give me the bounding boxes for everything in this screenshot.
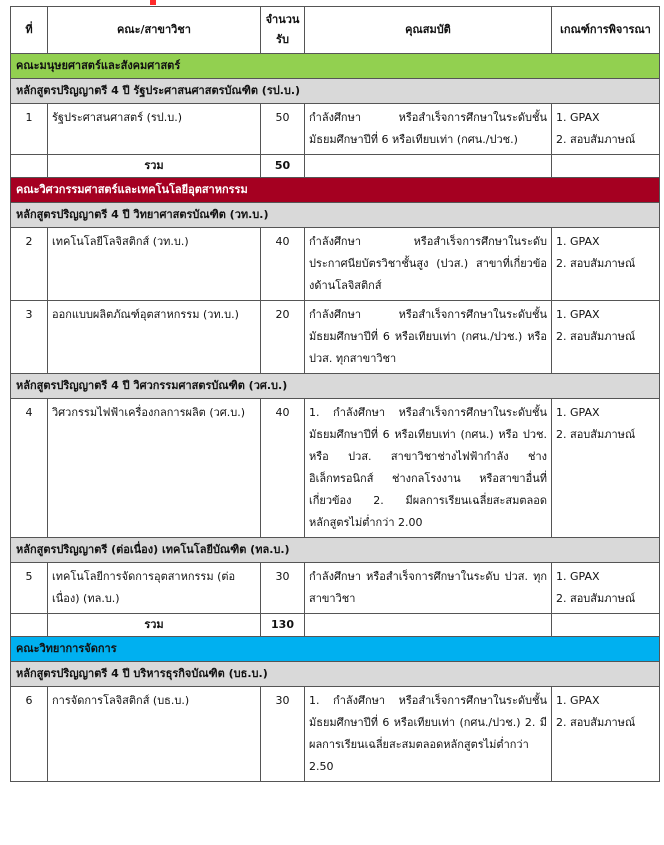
red-mark: [150, 0, 156, 5]
row-no: 3: [11, 301, 48, 374]
criteria-item: 2. สอบสัมภาษณ์: [556, 330, 636, 343]
row-quota: 50: [261, 104, 305, 155]
row-criteria: [552, 563, 660, 614]
header-row: [11, 7, 660, 54]
row-no: 2: [11, 228, 48, 301]
total-row: [11, 614, 660, 637]
row-criteria: [552, 228, 660, 301]
row-major: วิศวกรรมไฟฟ้าเครื่องกลการผลิต (วศ.บ.): [48, 399, 261, 538]
total-row: [11, 155, 660, 178]
row-major: รัฐประศาสนศาสตร์ (รป.บ.): [48, 104, 261, 155]
row-qualification: 1. กำลังศึกษา หรือสำเร็จการศึกษาในระดับชั้นมัธยมศึกษาปีที่ 6 หรือเทียบเท่า (กศน.) หรือ ปวช. หรือ ปวส. สาขาวิชาช่างไฟฟ้ากำลัง ช่างอิเล็กทรอนิกส์ ช่างกลโรงงาน หรือสาขาอื่นที่เกี่ยวข้อง 2. มีผลการเรียนเฉลี่ยสะสมตลอดหลักสูตรไม่ต่ำกว่า 2.00: [305, 399, 552, 538]
program-title: หลักสูตรปริญญาตรี 4 ปี วิศวกรรมศาสตรบัณฑิต (วศ.บ.): [11, 374, 660, 399]
row-major: ออกแบบผลิตภัณฑ์อุตสาหกรรม (วท.บ.): [48, 301, 261, 374]
row-criteria: [552, 301, 660, 374]
row-qualification: กำลังศึกษา หรือสำเร็จการศึกษาในระดับชั้นมัธยมศึกษาปีที่ 6 หรือเทียบเท่า (กศน./ปวช.) หรือ ปวส. ทุกสาขาวิชา: [305, 301, 552, 374]
admission-table: [10, 6, 660, 782]
faculty-title: คณะวิทยาการจัดการ: [11, 637, 660, 662]
total-label: รวม: [48, 614, 261, 637]
total-label: รวม: [48, 155, 261, 178]
header-quota: จำนวนรับ: [261, 7, 305, 54]
row-quota: 30: [261, 687, 305, 782]
criteria-item: 1. GPAX: [556, 111, 600, 124]
row-quota: 40: [261, 228, 305, 301]
program-row: [11, 203, 660, 228]
faculty-title: คณะวิศวกรรมศาสตร์และเทคโนโลยีอุตสาหกรรม: [11, 178, 660, 203]
program-title: หลักสูตรปริญญาตรี (ต่อเนื่อง) เทคโนโลยีบัณฑิต (ทล.บ.): [11, 538, 660, 563]
row-qualification: กำลังศึกษา หรือสำเร็จการศึกษาในระดับชั้นมัธยมศึกษาปีที่ 6 หรือเทียบเท่า (กศน./ปวช.): [305, 104, 552, 155]
row-qualification: กำลังศึกษา หรือสำเร็จการศึกษาในระดับ ปวส. ทุกสาขาวิชา: [305, 563, 552, 614]
faculty-row: [11, 178, 660, 203]
row-qualification: กำลังศึกษา หรือสำเร็จการศึกษาในระดับประกาศนียบัตรวิชาชั้นสูง (ปวส.) สาขาที่เกี่ยวข้องด้านโลจิสติกส์: [305, 228, 552, 301]
table-row: [11, 301, 660, 374]
criteria-item: 1. GPAX: [556, 406, 600, 419]
criteria-item: 2. สอบสัมภาษณ์: [556, 133, 636, 146]
criteria-item: 1. GPAX: [556, 694, 600, 707]
row-criteria: [552, 104, 660, 155]
criteria-item: 2. สอบสัมภาษณ์: [556, 257, 636, 270]
criteria-item: 1. GPAX: [556, 235, 600, 248]
row-major: เทคโนโลยีโลจิสติกส์ (วท.บ.): [48, 228, 261, 301]
row-criteria: [552, 399, 660, 538]
criteria-item: 1. GPAX: [556, 308, 600, 321]
table-row: [11, 563, 660, 614]
row-no: 6: [11, 687, 48, 782]
program-row: [11, 538, 660, 563]
table-row: [11, 399, 660, 538]
criteria-item: 2. สอบสัมภาษณ์: [556, 716, 636, 729]
total-value: 50: [261, 155, 305, 178]
program-row: [11, 79, 660, 104]
header-no: ที่: [11, 7, 48, 54]
criteria-item: 2. สอบสัมภาษณ์: [556, 428, 636, 441]
criteria-item: 1. GPAX: [556, 570, 600, 583]
program-row: [11, 374, 660, 399]
row-no: 5: [11, 563, 48, 614]
program-row: [11, 662, 660, 687]
row-major: การจัดการโลจิสติกส์ (บธ.บ.): [48, 687, 261, 782]
row-quota: 40: [261, 399, 305, 538]
header-qualification: คุณสมบัติ: [305, 7, 552, 54]
faculty-row: [11, 637, 660, 662]
table-row: [11, 104, 660, 155]
table-row: [11, 687, 660, 782]
faculty-title: คณะมนุษยศาสตร์และสังคมศาสตร์: [11, 54, 660, 79]
row-no: 1: [11, 104, 48, 155]
row-quota: 20: [261, 301, 305, 374]
row-quota: 30: [261, 563, 305, 614]
program-title: หลักสูตรปริญญาตรี 4 ปี วิทยาศาสตรบัณฑิต (วท.บ.): [11, 203, 660, 228]
header-major: คณะ/สาขาวิชา: [48, 7, 261, 54]
row-major: เทคโนโลยีการจัดการอุตสาหกรรม (ต่อเนื่อง) (ทล.บ.): [48, 563, 261, 614]
row-criteria: [552, 687, 660, 782]
faculty-row: [11, 54, 660, 79]
row-no: 4: [11, 399, 48, 538]
table-row: [11, 228, 660, 301]
total-value: 130: [261, 614, 305, 637]
program-title: หลักสูตรปริญญาตรี 4 ปี บริหารธุรกิจบัณฑิต (บธ.บ.): [11, 662, 660, 687]
criteria-item: 2. สอบสัมภาษณ์: [556, 592, 636, 605]
row-qualification: 1. กำลังศึกษา หรือสำเร็จการศึกษาในระดับชั้นมัธยมศึกษาปีที่ 6 หรือเทียบเท่า (กศน./ปวช.) 2. มีผลการเรียนเฉลี่ยสะสมตลอดหลักสูตรไม่ต่ำกว่า 2.50: [305, 687, 552, 782]
program-title: หลักสูตรปริญญาตรี 4 ปี รัฐประศาสนศาสตรบัณฑิต (รป.บ.): [11, 79, 660, 104]
header-criteria: เกณฑ์การพิจารณา: [552, 7, 660, 54]
